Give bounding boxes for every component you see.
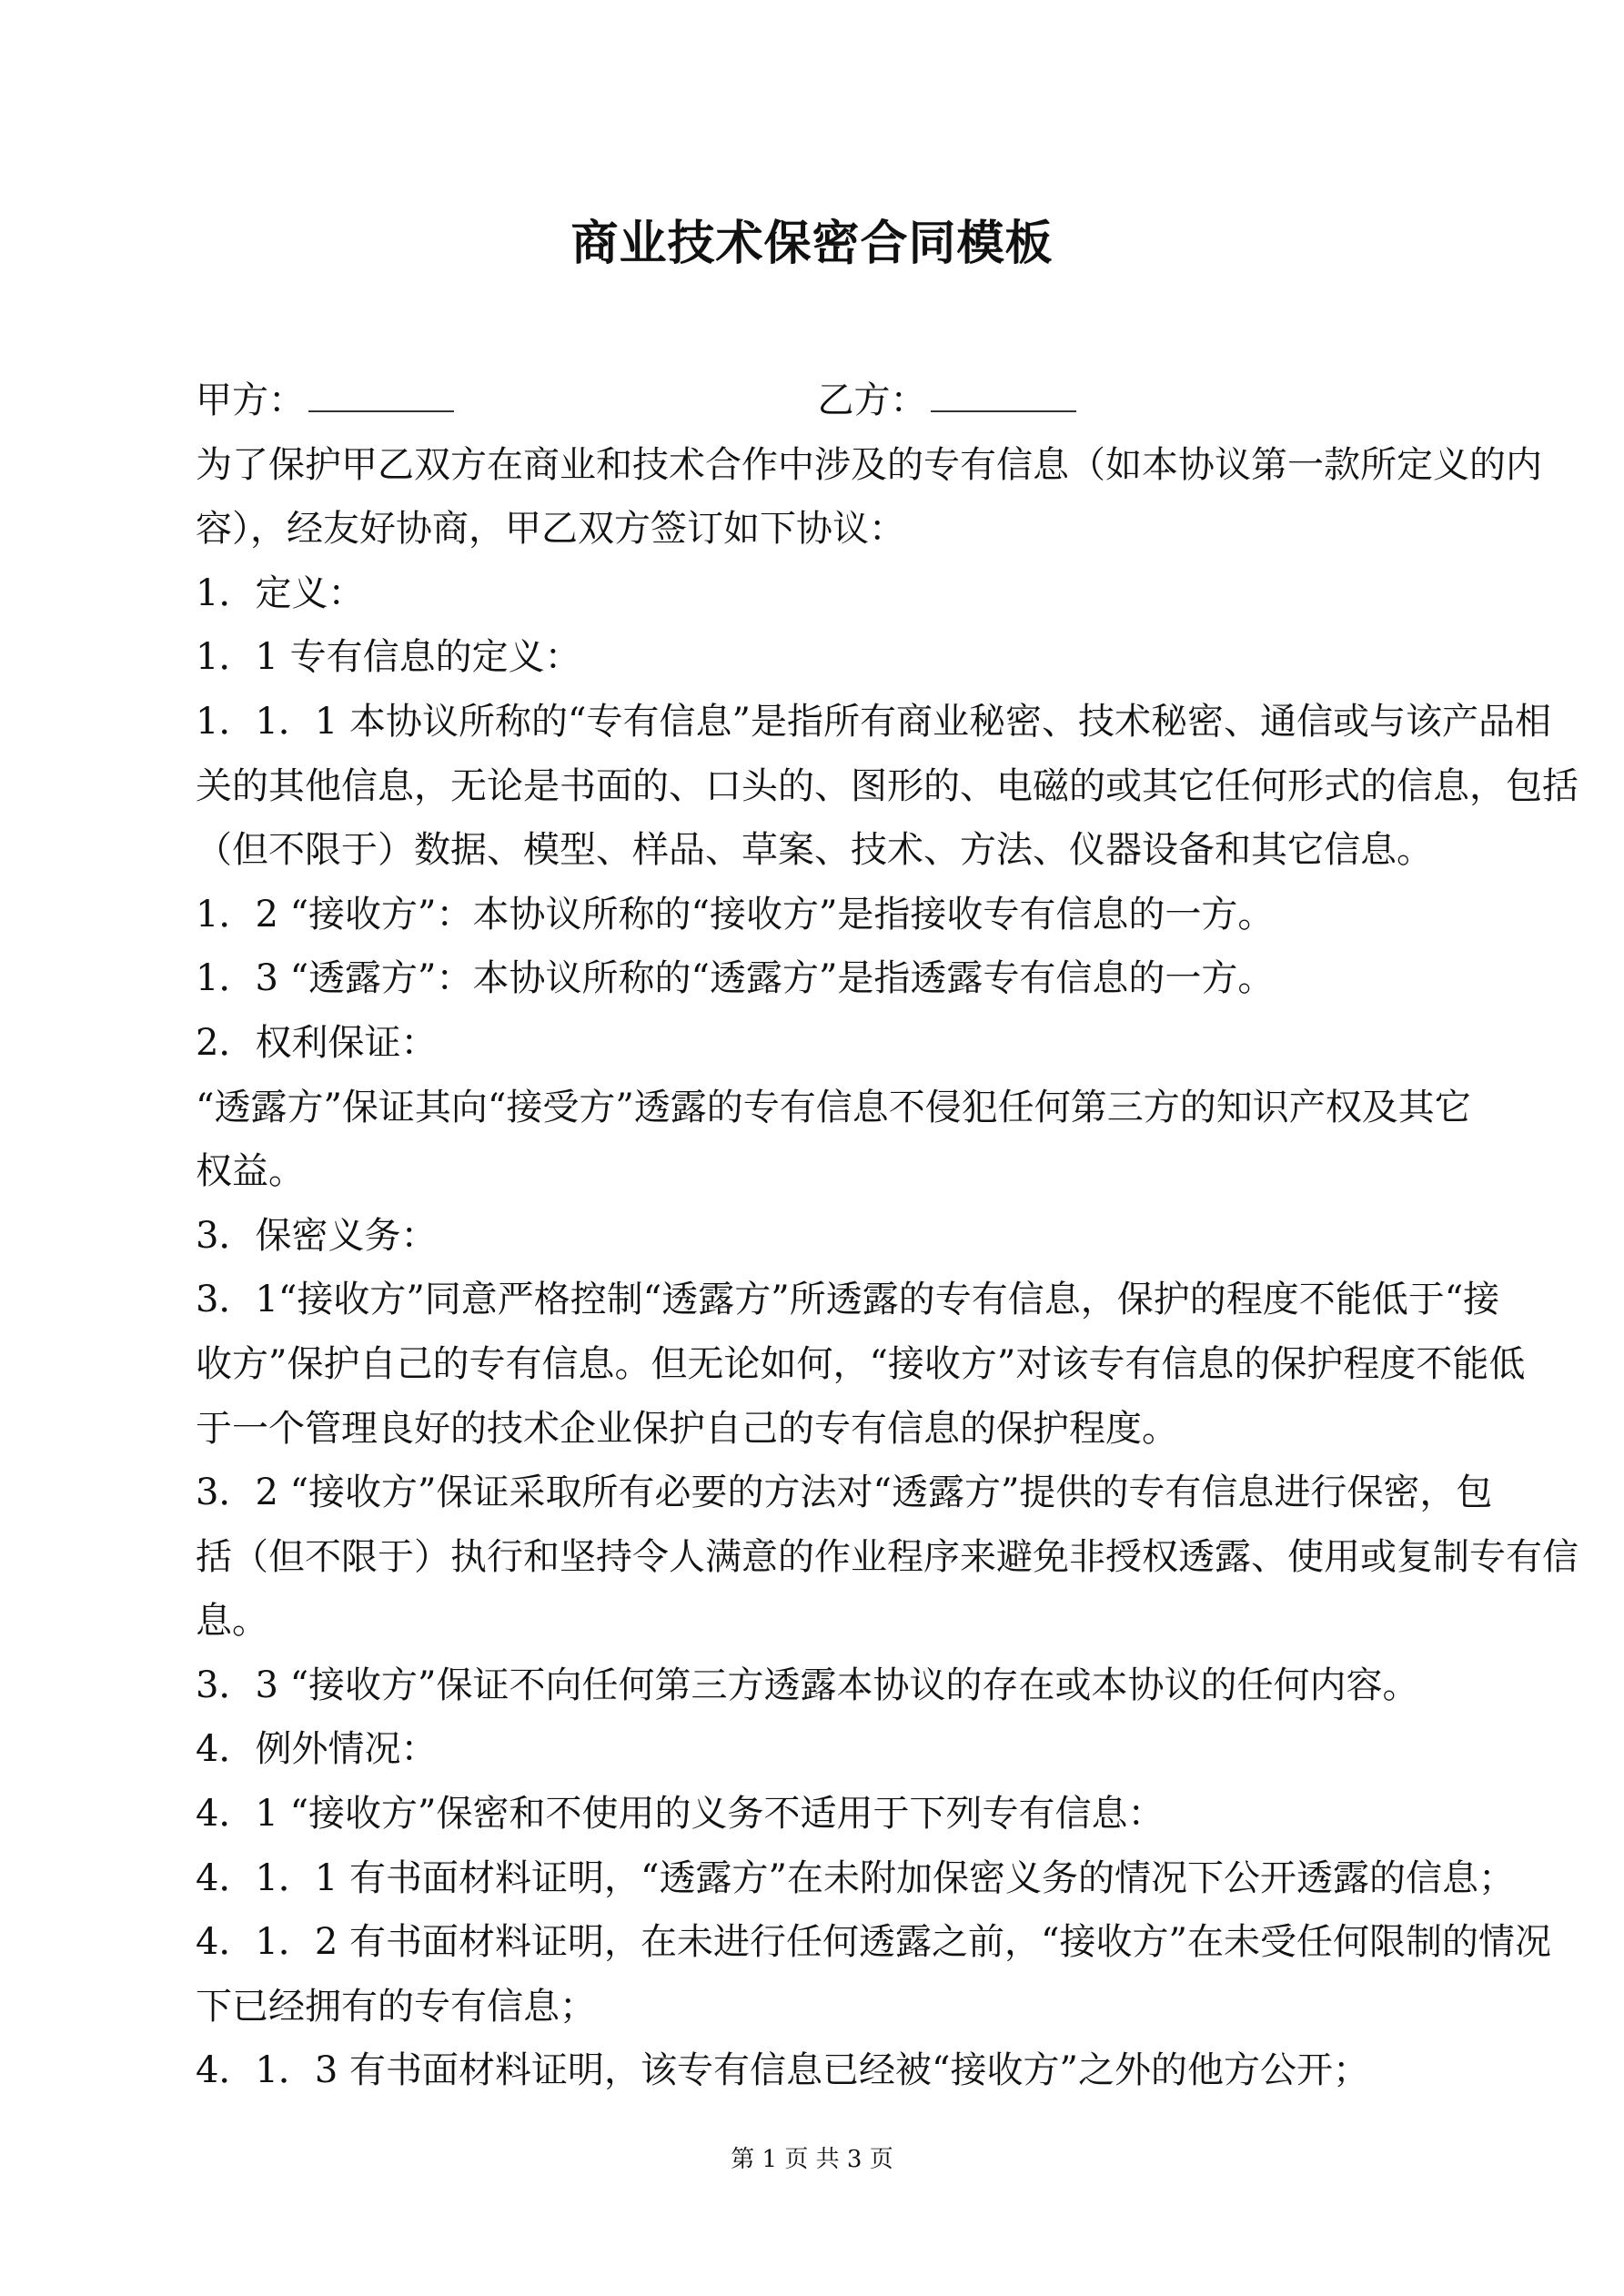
text-line: 括（但不限于）执行和坚持令人满意的作业程序来避免非授权透露、使用或复制专有信: [196, 1535, 1579, 1578]
party-a-label: 甲方：: [196, 379, 305, 421]
text-line: 4．1 “接收方”保密和不使用的义务不适用于下列专有信息：: [196, 1793, 1165, 1836]
text-line: “透露方”保证其向“接受方”透露的专有信息不侵犯任何第三方的知识产权及其它: [196, 1086, 1471, 1128]
text-line: （但不限于）数据、模型、样品、草案、技术、方法、仪器设备和其它信息。: [196, 829, 1433, 872]
text-line: 收方”保护自己的专有信息。但无论如何，“接收方”对该专有信息的保护程度不能低: [196, 1342, 1526, 1385]
text-line: 1．定义：: [196, 571, 365, 614]
parties-row: [196, 369, 1439, 433]
party-a-blank: [308, 381, 454, 412]
text-line: 息。: [196, 1600, 268, 1643]
text-line: 3．3 “接收方”保证不向任何第三方透露本协议的存在或本协议的任何内容。: [196, 1664, 1419, 1706]
text-line: 容），经友好协商，甲乙双方签订如下协议：: [196, 508, 905, 551]
text-line: 4．1．2 有书面材料证明，在未进行任何透露之前，“接收方”在未受任何限制的情况: [196, 1921, 1551, 1964]
page-footer: 第 1 页 共 3 页: [731, 2146, 893, 2173]
text-line: 1．1 专有信息的定义：: [196, 636, 581, 679]
text-line: 1．2 “接收方”：本协议所称的“接收方”是指接收专有信息的一方。: [196, 893, 1275, 936]
document-body: [196, 369, 1579, 2103]
text-line: 3．2 “接收方”保证采取所有必要的方法对“透露方”提供的专有信息进行保密，包: [196, 1472, 1493, 1514]
text-line: 1．3 “透露方”：本协议所称的“透露方”是指透露专有信息的一方。: [196, 957, 1275, 1000]
text-line: 4．1．3 有书面材料证明，该专有信息已经被“接收方”之外的他方公开；: [196, 2049, 1369, 2092]
party-b-blank: [931, 381, 1076, 412]
text-line: 3．保密义务：: [196, 1214, 438, 1257]
text-line: 2．权利保证：: [196, 1021, 438, 1064]
text-line: 下已经拥有的专有信息；: [196, 1985, 596, 2028]
text-line: 为了保护甲乙双方在商业和技术合作中涉及的专有信息（如本协议第一款所定义的内: [196, 443, 1542, 486]
document-title: 商业技术保密合同模板: [570, 216, 1054, 271]
text-line: 关的其他信息，无论是书面的、口头的、图形的、电磁的或其它任何形式的信息，包括: [196, 764, 1579, 807]
party-b-label: 乙方：: [817, 379, 927, 421]
clause-lines: [196, 433, 1579, 2103]
text-line: 权益。: [196, 1150, 305, 1193]
text-line: 于一个管理良好的技术企业保护自己的专有信息的保护程度。: [196, 1407, 1178, 1450]
text-line: 1．1．1 本协议所称的“专有信息”是指所有商业秘密、技术秘密、通信或与该产品相: [196, 700, 1551, 743]
text-line: 4．例外情况：: [196, 1728, 438, 1771]
party-a: [196, 369, 818, 433]
text-line: 3．1“接收方”同意严格控制“透露方”所透露的专有信息，保护的程度不能低于“接: [196, 1279, 1500, 1321]
party-b: [818, 369, 1440, 433]
text-line: 4．1．1 有书面材料证明，“透露方”在未附加保密义务的情况下公开透露的信息；: [196, 1856, 1515, 1899]
